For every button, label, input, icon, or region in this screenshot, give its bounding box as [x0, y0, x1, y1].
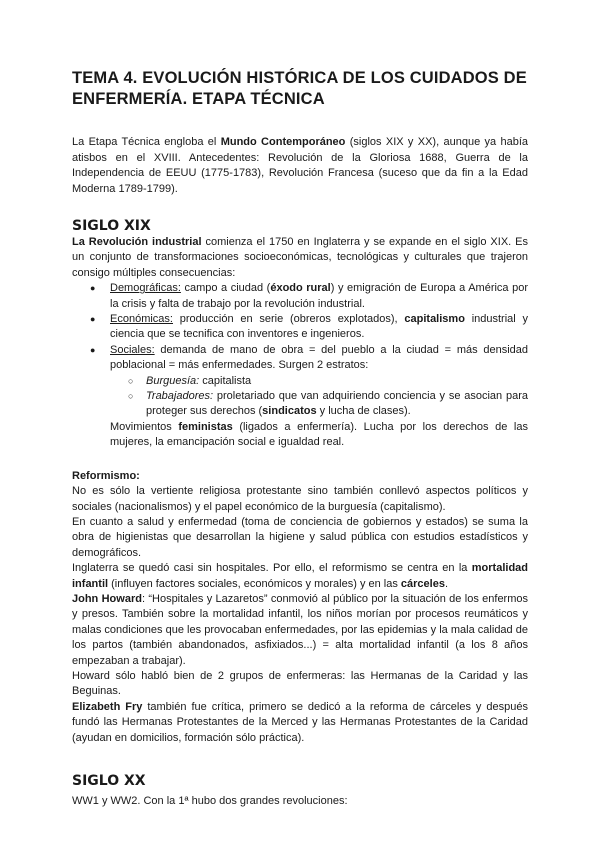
- sublist-item: [146, 374, 528, 389]
- reformismo-paragraph-3: [72, 561, 528, 592]
- reformismo-paragraph-2: En cuanto a salud y enfermedad (toma de conciencia de gobiernos y estados) se suma la obra de higienistas que desarrollan la higiene y salud pública con estudios estadísticos y demográficos.: [72, 515, 528, 559]
- revolucion-industrial-term: La Revolución industrial: [72, 236, 202, 248]
- list-item: [110, 312, 528, 343]
- mortalidad-infantil-term: mortalidad infantil: [72, 562, 528, 590]
- list-item: [110, 281, 528, 312]
- list-item-text: industrial y ciencia que se tecnifica con inventores e ingenieros.: [110, 313, 528, 341]
- list-item-label: Sociales:: [110, 343, 155, 356]
- list-item-label: Demográficas:: [110, 282, 181, 295]
- elizabeth-fry-text: también fue crítica, primero se dedicó a la reforma de cárceles y después fundó las Hermanas Protestantes de la Merced y las Hermanas Protestantes de la Caridad (ayudan en domicilios, formación sólo práctica).: [72, 700, 528, 744]
- movimientos-text-2: (ligados a enfermería). Lucha por los derechos de las mujeres, la emancipación social e igualdad real.: [110, 420, 528, 449]
- john-howard-name: John Howard: [72, 592, 142, 605]
- list-item-bold: éxodo rural: [270, 282, 331, 295]
- movimientos-feministas-paragraph: [72, 420, 528, 451]
- reformismo-paragraph-1: No es sólo la vertiente religiosa protestante sino también conllevó aspectos políticos y sociales (nacionalismos) y el papel económico de la burguesía (capitalismo).: [72, 485, 528, 513]
- intro-paragraph: [72, 135, 528, 197]
- list-item-text: demanda de mano de obra = del pueblo a la ciudad = más densidad poblacional = más enfermedades. Surgen 2 estratos:: [110, 343, 528, 372]
- sublist-item-bold: sindicatos: [262, 405, 317, 418]
- john-howard-text: : “Hospitales y Lazaretos” conmovió al público por la situación de los enfermos y presos. También sobre la mortalidad infantil, los niños morían por procesos reumáticos y malas condiciones que les provocaban enfermedades, por las epidemias y la mala calidad de los partos (también abandonados, asfixiados...) = alta mortalidad infantil (a los 8 años empezaban a trabajar).: [72, 592, 529, 667]
- john-howard-paragraph: [72, 592, 528, 669]
- section-heading-siglo-xx: SIGLO XX: [72, 773, 146, 789]
- sublist-item-label: Burguesía:: [146, 374, 200, 387]
- reformismo-p3-text-1: Inglaterra se quedó casi sin hospitales. Por ello, el reformismo se centra en la: [72, 562, 472, 575]
- intro-text-2: (siglos XIX y XX), aunque ya había atisbos en el XVIII. Antecedentes: Revolución de la Gloriosa 1688, Guerra de la Independencia de EEUU (1775-1783), Revolución Francesa (suceso que da fin a la Edad Moderna 1789-1799).: [72, 136, 529, 195]
- sublist-item-label: Trabajadores:: [146, 390, 214, 403]
- intro-text-1: La Etapa Técnica engloba el: [72, 136, 221, 148]
- sublist-item: [146, 389, 528, 420]
- list-item-label: Económicas:: [110, 313, 173, 326]
- list-item-text: producción en serie (obreros explotados),: [172, 313, 405, 326]
- elizabeth-fry-paragraph: [72, 700, 528, 746]
- sublist-item-text: y lucha de clases).: [316, 405, 411, 418]
- reformismo-heading: Reformismo:: [72, 469, 140, 482]
- section-heading-siglo-xix: SIGLO XIX: [72, 218, 151, 234]
- list-item-text: ) y emigración de Europa a América por la crisis y falta de trabajo por la revolución industrial.: [110, 282, 528, 310]
- sublist-item-text: proletariado que van adquiriendo conciencia y se asocian para proteger sus derechos (: [146, 390, 528, 418]
- document-title: TEMA 4. EVOLUCIÓN HISTÓRICA DE LOS CUIDADOS DE ENFERMERÍA. ETAPA TÉCNICA: [72, 69, 527, 108]
- movimientos-text-1: Movimientos: [110, 420, 179, 433]
- howard-enfermeras-paragraph: Howard sólo habló bien de 2 grupos de enfermeras: las Hermanas de la Caridad y las Beguinas.: [72, 669, 528, 698]
- sublist-item-text: capitalista: [199, 374, 252, 387]
- revolucion-industrial-text: comienza el 1750 en Inglaterra y se expande en el siglo XIX. Es un conjunto de transformaciones socioeconómicas, tecnológicas y culturales que trajeron consigo múltiples consecuencias:: [72, 236, 528, 279]
- elizabeth-fry-name: Elizabeth Fry: [72, 700, 143, 713]
- list-item-text: campo a ciudad (: [180, 282, 271, 295]
- intro-bold-term: Mundo Contemporáneo: [220, 136, 346, 148]
- consequences-list: [72, 281, 528, 420]
- revolucion-industrial-paragraph: [72, 235, 528, 281]
- list-item-bold: capitalismo: [404, 313, 465, 326]
- feministas-term: feministas: [178, 420, 233, 433]
- reformismo-p3-text-3: .: [444, 577, 449, 590]
- reformismo-p3-text-2: (influyen factores sociales, económicos y morales) y en las: [108, 577, 401, 590]
- carceles-term: cárceles: [400, 577, 445, 590]
- siglo-xx-paragraph: WW1 y WW2. Con la 1ª hubo dos grandes revoluciones:: [72, 795, 348, 807]
- list-item: [110, 343, 528, 420]
- estratos-sublist: [110, 374, 528, 420]
